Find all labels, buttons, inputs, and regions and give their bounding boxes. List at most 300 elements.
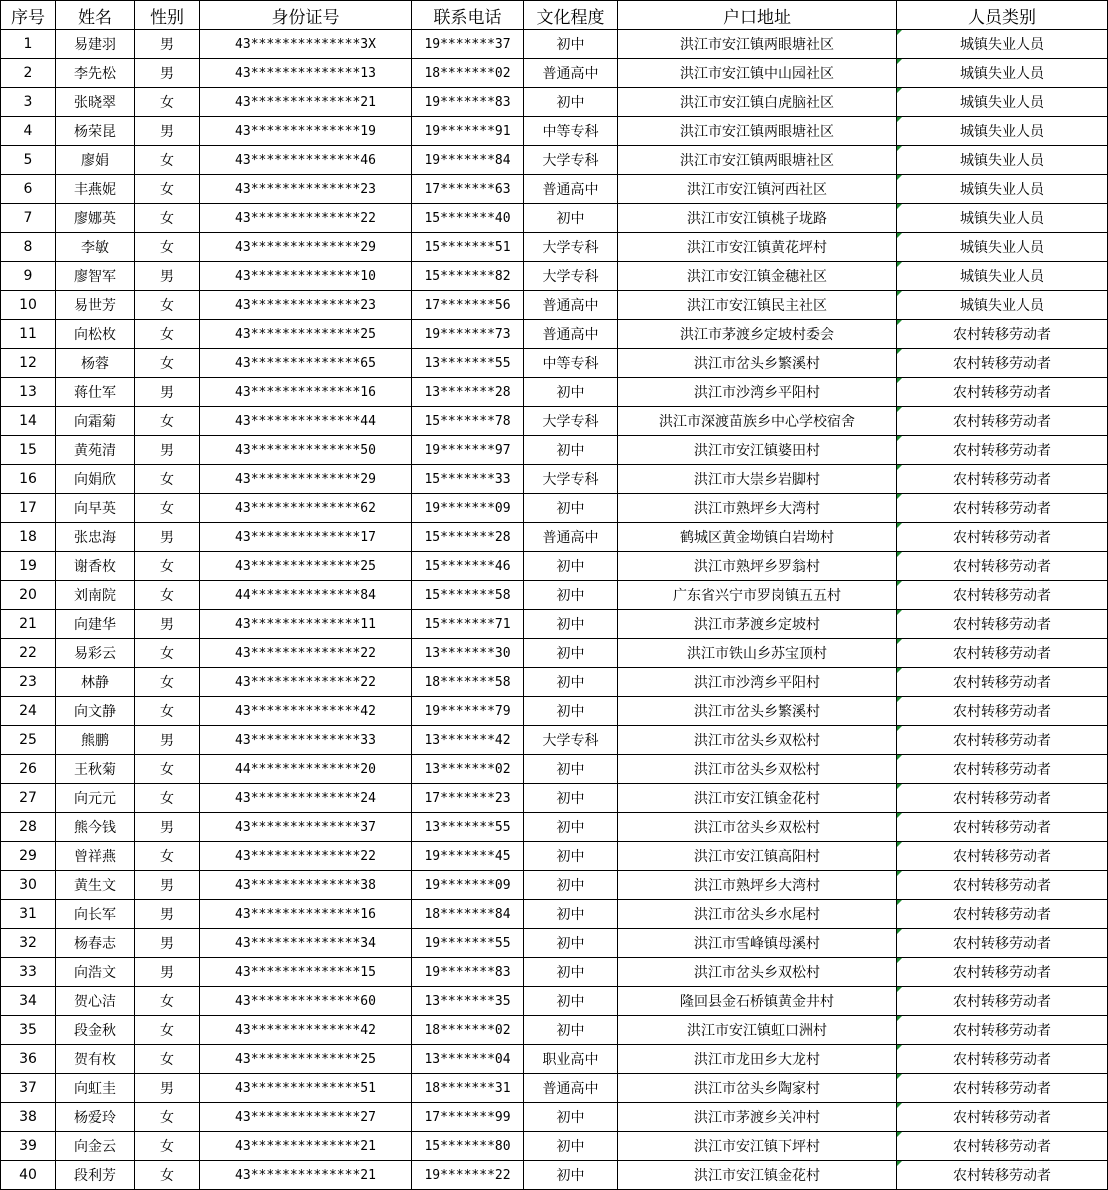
table-row xyxy=(1,610,1108,639)
cell-id-number: 43**************16 xyxy=(200,378,412,407)
cell-gender: 女 xyxy=(135,320,200,349)
cell-phone: 17*******63 xyxy=(412,175,524,204)
cell-id-number: 43**************11 xyxy=(200,610,412,639)
cell-index: 35 xyxy=(1,1016,56,1045)
cell-education: 中等专科 xyxy=(524,349,618,378)
cell-category: 农村转移劳动者 xyxy=(897,697,1108,726)
cell-id-number: 44**************20 xyxy=(200,755,412,784)
cell-name: 丰燕妮 xyxy=(56,175,135,204)
cell-phone: 18*******58 xyxy=(412,668,524,697)
cell-category: 农村转移劳动者 xyxy=(897,610,1108,639)
cell-education: 大学专科 xyxy=(524,146,618,175)
cell-name: 谢香枚 xyxy=(56,552,135,581)
cell-id-number: 43**************21 xyxy=(200,1161,412,1190)
cell-name: 王秋菊 xyxy=(56,755,135,784)
cell-phone: 15*******33 xyxy=(412,465,524,494)
cell-id-number: 43**************42 xyxy=(200,1016,412,1045)
cell-gender: 女 xyxy=(135,668,200,697)
cell-gender: 男 xyxy=(135,59,200,88)
table-row xyxy=(1,465,1108,494)
cell-index: 15 xyxy=(1,436,56,465)
cell-address: 洪江市雪峰镇母溪村 xyxy=(618,929,897,958)
cell-education: 初中 xyxy=(524,610,618,639)
cell-name: 向松枚 xyxy=(56,320,135,349)
cell-gender: 女 xyxy=(135,349,200,378)
cell-education: 初中 xyxy=(524,639,618,668)
cell-name: 易世芳 xyxy=(56,291,135,320)
cell-education: 初中 xyxy=(524,204,618,233)
cell-category: 农村转移劳动者 xyxy=(897,1103,1108,1132)
cell-category: 农村转移劳动者 xyxy=(897,958,1108,987)
cell-category: 农村转移劳动者 xyxy=(897,900,1108,929)
cell-name: 向早英 xyxy=(56,494,135,523)
table-row xyxy=(1,1132,1108,1161)
cell-name: 廖娟 xyxy=(56,146,135,175)
cell-index: 20 xyxy=(1,581,56,610)
cell-address: 洪江市铁山乡苏宝顶村 xyxy=(618,639,897,668)
cell-category: 城镇失业人员 xyxy=(897,233,1108,262)
cell-education: 初中 xyxy=(524,1016,618,1045)
cell-name: 易建羽 xyxy=(56,30,135,59)
cell-gender: 男 xyxy=(135,900,200,929)
cell-name: 熊今钱 xyxy=(56,813,135,842)
cell-name: 杨爱玲 xyxy=(56,1103,135,1132)
cell-id-number: 43**************10 xyxy=(200,262,412,291)
cell-address: 洪江市安江镇金花村 xyxy=(618,1161,897,1190)
cell-index: 8 xyxy=(1,233,56,262)
cell-gender: 男 xyxy=(135,958,200,987)
cell-phone: 13*******30 xyxy=(412,639,524,668)
cell-id-number: 43**************50 xyxy=(200,436,412,465)
table-row xyxy=(1,1161,1108,1190)
table-row xyxy=(1,204,1108,233)
cell-phone: 15*******78 xyxy=(412,407,524,436)
cell-id-number: 44**************84 xyxy=(200,581,412,610)
cell-phone: 13*******55 xyxy=(412,813,524,842)
cell-category: 农村转移劳动者 xyxy=(897,726,1108,755)
cell-index: 17 xyxy=(1,494,56,523)
cell-id-number: 43**************21 xyxy=(200,88,412,117)
cell-address: 洪江市安江镇民主社区 xyxy=(618,291,897,320)
cell-id-number: 43**************22 xyxy=(200,668,412,697)
cell-address: 洪江市安江镇黄花坪村 xyxy=(618,233,897,262)
cell-category: 城镇失业人员 xyxy=(897,175,1108,204)
table-row xyxy=(1,175,1108,204)
cell-address: 隆回县金石桥镇黄金井村 xyxy=(618,987,897,1016)
cell-id-number: 43**************33 xyxy=(200,726,412,755)
cell-name: 廖娜英 xyxy=(56,204,135,233)
cell-category: 农村转移劳动者 xyxy=(897,349,1108,378)
cell-education: 初中 xyxy=(524,581,618,610)
cell-phone: 19*******84 xyxy=(412,146,524,175)
cell-education: 初中 xyxy=(524,88,618,117)
cell-category: 农村转移劳动者 xyxy=(897,1045,1108,1074)
cell-address: 洪江市安江镇河西社区 xyxy=(618,175,897,204)
cell-phone: 15*******80 xyxy=(412,1132,524,1161)
cell-name: 向长军 xyxy=(56,900,135,929)
cell-address: 洪江市安江镇高阳村 xyxy=(618,842,897,871)
cell-gender: 女 xyxy=(135,1103,200,1132)
cell-education: 初中 xyxy=(524,784,618,813)
cell-category: 城镇失业人员 xyxy=(897,204,1108,233)
cell-id-number: 43**************37 xyxy=(200,813,412,842)
cell-category: 城镇失业人员 xyxy=(897,117,1108,146)
cell-address: 洪江市岔头乡水尾村 xyxy=(618,900,897,929)
header-index: 序号 xyxy=(1,1,56,30)
cell-name: 向霜菊 xyxy=(56,407,135,436)
cell-phone: 15*******71 xyxy=(412,610,524,639)
cell-address: 洪江市岔头乡双松村 xyxy=(618,726,897,755)
cell-education: 初中 xyxy=(524,668,618,697)
header-row xyxy=(1,1,1108,30)
cell-gender: 男 xyxy=(135,30,200,59)
cell-name: 曾祥燕 xyxy=(56,842,135,871)
cell-index: 23 xyxy=(1,668,56,697)
cell-name: 张忠海 xyxy=(56,523,135,552)
cell-id-number: 43**************51 xyxy=(200,1074,412,1103)
cell-education: 大学专科 xyxy=(524,465,618,494)
cell-address: 广东省兴宁市罗岗镇五五村 xyxy=(618,581,897,610)
cell-id-number: 43**************62 xyxy=(200,494,412,523)
cell-name: 林静 xyxy=(56,668,135,697)
cell-education: 初中 xyxy=(524,929,618,958)
cell-id-number: 43**************29 xyxy=(200,465,412,494)
cell-index: 22 xyxy=(1,639,56,668)
cell-name: 熊鹏 xyxy=(56,726,135,755)
cell-address: 洪江市熟坪乡大湾村 xyxy=(618,871,897,900)
cell-phone: 17*******99 xyxy=(412,1103,524,1132)
cell-name: 段利芳 xyxy=(56,1161,135,1190)
cell-category: 农村转移劳动者 xyxy=(897,320,1108,349)
table-row xyxy=(1,581,1108,610)
cell-education: 初中 xyxy=(524,900,618,929)
cell-phone: 13*******35 xyxy=(412,987,524,1016)
cell-education: 初中 xyxy=(524,552,618,581)
table-row xyxy=(1,436,1108,465)
cell-gender: 男 xyxy=(135,1074,200,1103)
cell-id-number: 43**************19 xyxy=(200,117,412,146)
cell-category: 城镇失业人员 xyxy=(897,291,1108,320)
cell-education: 普通高中 xyxy=(524,320,618,349)
cell-phone: 19*******37 xyxy=(412,30,524,59)
cell-phone: 18*******31 xyxy=(412,1074,524,1103)
header-phone: 联系电话 xyxy=(412,1,524,30)
cell-address: 洪江市茅渡乡关冲村 xyxy=(618,1103,897,1132)
cell-index: 21 xyxy=(1,610,56,639)
table-row xyxy=(1,755,1108,784)
cell-education: 普通高中 xyxy=(524,59,618,88)
cell-category: 城镇失业人员 xyxy=(897,30,1108,59)
table-row xyxy=(1,929,1108,958)
cell-gender: 女 xyxy=(135,987,200,1016)
cell-name: 蒋仕军 xyxy=(56,378,135,407)
cell-index: 33 xyxy=(1,958,56,987)
cell-gender: 女 xyxy=(135,552,200,581)
cell-name: 刘南院 xyxy=(56,581,135,610)
cell-category: 农村转移劳动者 xyxy=(897,1161,1108,1190)
cell-name: 黄生文 xyxy=(56,871,135,900)
cell-name: 向娟欣 xyxy=(56,465,135,494)
cell-address: 洪江市茅渡乡定坡村 xyxy=(618,610,897,639)
cell-gender: 女 xyxy=(135,204,200,233)
cell-phone: 13*******28 xyxy=(412,378,524,407)
cell-id-number: 43**************21 xyxy=(200,1132,412,1161)
table-row xyxy=(1,320,1108,349)
cell-category: 农村转移劳动者 xyxy=(897,581,1108,610)
cell-address: 洪江市安江镇金花村 xyxy=(618,784,897,813)
table-row xyxy=(1,784,1108,813)
cell-id-number: 43**************25 xyxy=(200,1045,412,1074)
table-row xyxy=(1,987,1108,1016)
cell-index: 11 xyxy=(1,320,56,349)
cell-address: 洪江市岔头乡陶家村 xyxy=(618,1074,897,1103)
cell-category: 城镇失业人员 xyxy=(897,59,1108,88)
cell-index: 12 xyxy=(1,349,56,378)
cell-id-number: 43**************46 xyxy=(200,146,412,175)
cell-id-number: 43**************17 xyxy=(200,523,412,552)
table-row xyxy=(1,1103,1108,1132)
cell-phone: 19*******22 xyxy=(412,1161,524,1190)
table-row xyxy=(1,291,1108,320)
cell-name: 向元元 xyxy=(56,784,135,813)
cell-id-number: 43**************38 xyxy=(200,871,412,900)
cell-education: 初中 xyxy=(524,1132,618,1161)
cell-phone: 13*******04 xyxy=(412,1045,524,1074)
cell-address: 洪江市茅渡乡定坡村委会 xyxy=(618,320,897,349)
cell-phone: 19*******91 xyxy=(412,117,524,146)
cell-id-number: 43**************65 xyxy=(200,349,412,378)
cell-category: 农村转移劳动者 xyxy=(897,668,1108,697)
cell-category: 城镇失业人员 xyxy=(897,262,1108,291)
cell-phone: 18*******84 xyxy=(412,900,524,929)
cell-phone: 15*******28 xyxy=(412,523,524,552)
cell-gender: 女 xyxy=(135,146,200,175)
table-row xyxy=(1,407,1108,436)
cell-id-number: 43**************29 xyxy=(200,233,412,262)
cell-gender: 女 xyxy=(135,494,200,523)
cell-index: 34 xyxy=(1,987,56,1016)
cell-name: 贺有枚 xyxy=(56,1045,135,1074)
cell-phone: 17*******56 xyxy=(412,291,524,320)
cell-name: 易彩云 xyxy=(56,639,135,668)
cell-education: 普通高中 xyxy=(524,523,618,552)
cell-address: 洪江市安江镇两眼塘社区 xyxy=(618,30,897,59)
cell-gender: 男 xyxy=(135,813,200,842)
cell-education: 普通高中 xyxy=(524,291,618,320)
cell-gender: 男 xyxy=(135,262,200,291)
table-row xyxy=(1,523,1108,552)
cell-address: 洪江市沙湾乡平阳村 xyxy=(618,668,897,697)
cell-address: 洪江市岔头乡繁溪村 xyxy=(618,697,897,726)
cell-id-number: 43**************15 xyxy=(200,958,412,987)
cell-address: 洪江市熟坪乡大湾村 xyxy=(618,494,897,523)
cell-education: 大学专科 xyxy=(524,233,618,262)
cell-phone: 13*******55 xyxy=(412,349,524,378)
cell-phone: 17*******23 xyxy=(412,784,524,813)
cell-category: 农村转移劳动者 xyxy=(897,784,1108,813)
cell-education: 中等专科 xyxy=(524,117,618,146)
cell-phone: 19*******45 xyxy=(412,842,524,871)
cell-category: 农村转移劳动者 xyxy=(897,987,1108,1016)
cell-id-number: 43**************34 xyxy=(200,929,412,958)
table-row xyxy=(1,378,1108,407)
cell-phone: 19*******55 xyxy=(412,929,524,958)
cell-gender: 女 xyxy=(135,639,200,668)
cell-category: 农村转移劳动者 xyxy=(897,378,1108,407)
cell-category: 农村转移劳动者 xyxy=(897,1074,1108,1103)
cell-education: 初中 xyxy=(524,842,618,871)
cell-id-number: 43**************60 xyxy=(200,987,412,1016)
cell-index: 24 xyxy=(1,697,56,726)
header-gender: 性别 xyxy=(135,1,200,30)
cell-index: 32 xyxy=(1,929,56,958)
cell-address: 洪江市深渡苗族乡中心学校宿舍 xyxy=(618,407,897,436)
cell-category: 农村转移劳动者 xyxy=(897,465,1108,494)
cell-index: 36 xyxy=(1,1045,56,1074)
cell-id-number: 43**************25 xyxy=(200,552,412,581)
cell-gender: 女 xyxy=(135,1161,200,1190)
cell-address: 鹤城区黄金坳镇白岩坳村 xyxy=(618,523,897,552)
cell-gender: 女 xyxy=(135,697,200,726)
cell-phone: 19*******09 xyxy=(412,871,524,900)
cell-id-number: 43**************3X xyxy=(200,30,412,59)
cell-address: 洪江市岔头乡双松村 xyxy=(618,958,897,987)
table-row xyxy=(1,1016,1108,1045)
cell-index: 2 xyxy=(1,59,56,88)
cell-gender: 男 xyxy=(135,929,200,958)
cell-index: 18 xyxy=(1,523,56,552)
cell-index: 7 xyxy=(1,204,56,233)
cell-gender: 女 xyxy=(135,233,200,262)
cell-index: 25 xyxy=(1,726,56,755)
cell-phone: 19*******79 xyxy=(412,697,524,726)
cell-address: 洪江市龙田乡大龙村 xyxy=(618,1045,897,1074)
cell-address: 洪江市岔头乡双松村 xyxy=(618,755,897,784)
cell-address: 洪江市大崇乡岩脚村 xyxy=(618,465,897,494)
cell-index: 27 xyxy=(1,784,56,813)
table-row xyxy=(1,494,1108,523)
cell-address: 洪江市岔头乡双松村 xyxy=(618,813,897,842)
cell-index: 40 xyxy=(1,1161,56,1190)
header-name: 姓名 xyxy=(56,1,135,30)
cell-gender: 男 xyxy=(135,117,200,146)
table-row xyxy=(1,697,1108,726)
cell-gender: 女 xyxy=(135,842,200,871)
table-row xyxy=(1,813,1108,842)
cell-phone: 13*******42 xyxy=(412,726,524,755)
cell-address: 洪江市沙湾乡平阳村 xyxy=(618,378,897,407)
cell-index: 10 xyxy=(1,291,56,320)
table-row xyxy=(1,59,1108,88)
cell-name: 李先松 xyxy=(56,59,135,88)
cell-name: 黄苑清 xyxy=(56,436,135,465)
table-row xyxy=(1,88,1108,117)
cell-gender: 女 xyxy=(135,291,200,320)
cell-education: 初中 xyxy=(524,1161,618,1190)
cell-address: 洪江市熟坪乡罗翁村 xyxy=(618,552,897,581)
cell-address: 洪江市安江镇中山园社区 xyxy=(618,59,897,88)
cell-id-number: 43**************22 xyxy=(200,842,412,871)
cell-category: 农村转移劳动者 xyxy=(897,639,1108,668)
cell-index: 4 xyxy=(1,117,56,146)
cell-name: 杨春志 xyxy=(56,929,135,958)
cell-address: 洪江市岔头乡繁溪村 xyxy=(618,349,897,378)
cell-category: 农村转移劳动者 xyxy=(897,552,1108,581)
table-row xyxy=(1,958,1108,987)
cell-gender: 女 xyxy=(135,465,200,494)
cell-id-number: 43**************23 xyxy=(200,175,412,204)
cell-id-number: 43**************25 xyxy=(200,320,412,349)
cell-index: 31 xyxy=(1,900,56,929)
cell-index: 37 xyxy=(1,1074,56,1103)
cell-index: 14 xyxy=(1,407,56,436)
cell-education: 初中 xyxy=(524,494,618,523)
cell-gender: 女 xyxy=(135,407,200,436)
cell-category: 农村转移劳动者 xyxy=(897,929,1108,958)
cell-education: 初中 xyxy=(524,697,618,726)
table-row xyxy=(1,30,1108,59)
table-row xyxy=(1,349,1108,378)
cell-id-number: 43**************23 xyxy=(200,291,412,320)
cell-address: 洪江市安江镇婆田村 xyxy=(618,436,897,465)
cell-address: 洪江市安江镇虹口洲村 xyxy=(618,1016,897,1045)
cell-name: 段金秋 xyxy=(56,1016,135,1045)
table-row xyxy=(1,639,1108,668)
cell-address: 洪江市安江镇桃子垅路 xyxy=(618,204,897,233)
cell-phone: 15*******46 xyxy=(412,552,524,581)
cell-gender: 男 xyxy=(135,610,200,639)
cell-name: 廖智军 xyxy=(56,262,135,291)
cell-index: 6 xyxy=(1,175,56,204)
cell-phone: 15*******51 xyxy=(412,233,524,262)
cell-category: 农村转移劳动者 xyxy=(897,407,1108,436)
cell-gender: 男 xyxy=(135,523,200,552)
cell-index: 13 xyxy=(1,378,56,407)
cell-category: 农村转移劳动者 xyxy=(897,523,1108,552)
header-category: 人员类别 xyxy=(897,1,1108,30)
cell-education: 大学专科 xyxy=(524,726,618,755)
cell-category: 农村转移劳动者 xyxy=(897,1132,1108,1161)
cell-phone: 18*******02 xyxy=(412,59,524,88)
header-id-number: 身份证号 xyxy=(200,1,412,30)
cell-index: 3 xyxy=(1,88,56,117)
cell-name: 李敏 xyxy=(56,233,135,262)
cell-index: 30 xyxy=(1,871,56,900)
cell-id-number: 43**************24 xyxy=(200,784,412,813)
cell-gender: 男 xyxy=(135,726,200,755)
cell-gender: 女 xyxy=(135,1045,200,1074)
cell-id-number: 43**************42 xyxy=(200,697,412,726)
cell-education: 大学专科 xyxy=(524,262,618,291)
cell-index: 38 xyxy=(1,1103,56,1132)
cell-index: 29 xyxy=(1,842,56,871)
cell-phone: 19*******97 xyxy=(412,436,524,465)
cell-name: 向浩文 xyxy=(56,958,135,987)
table-row xyxy=(1,668,1108,697)
table-row xyxy=(1,871,1108,900)
cell-gender: 女 xyxy=(135,581,200,610)
table-row xyxy=(1,900,1108,929)
table-row xyxy=(1,233,1108,262)
cell-category: 农村转移劳动者 xyxy=(897,842,1108,871)
cell-id-number: 43**************27 xyxy=(200,1103,412,1132)
cell-category: 农村转移劳动者 xyxy=(897,755,1108,784)
cell-phone: 18*******02 xyxy=(412,1016,524,1045)
cell-index: 39 xyxy=(1,1132,56,1161)
cell-name: 向文静 xyxy=(56,697,135,726)
cell-address: 洪江市安江镇两眼塘社区 xyxy=(618,146,897,175)
cell-gender: 女 xyxy=(135,1132,200,1161)
